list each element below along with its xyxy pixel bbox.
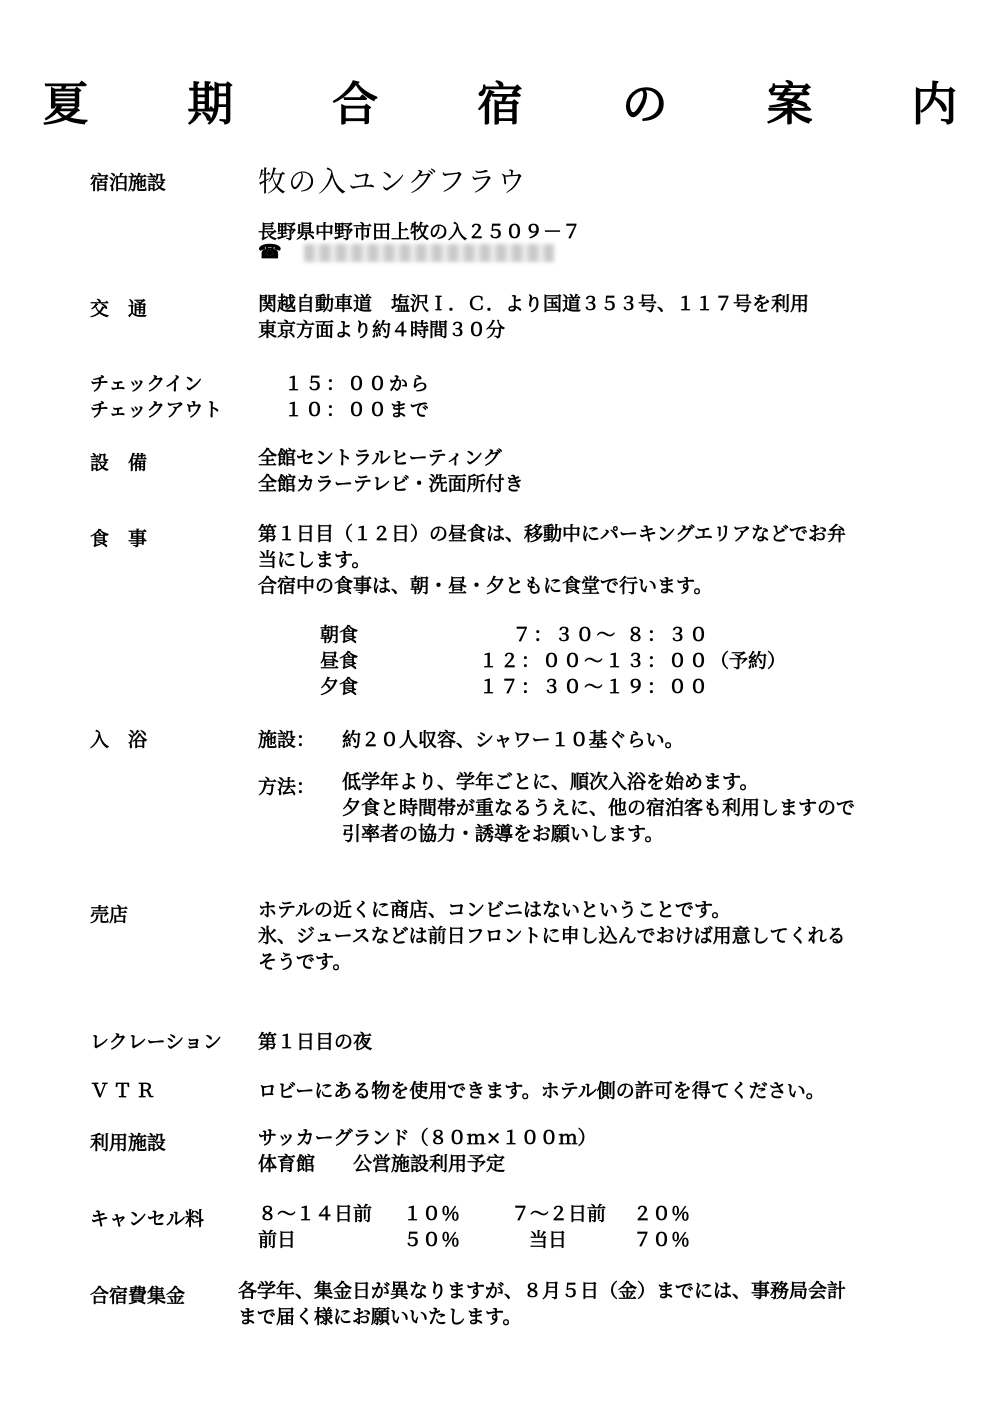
checkout-time: １０：００まで — [284, 399, 432, 421]
usage-label: 利用施設 — [90, 1132, 167, 1154]
bath-label: 入 浴 — [90, 729, 148, 751]
bath-method-text — [342, 769, 855, 847]
meal-row-breakfast — [320, 622, 710, 648]
shop-line: 氷、ジュースなどは前日フロントに申し込んでおけば用意してくれる — [258, 925, 846, 947]
fee-label: 合宿費集金 — [90, 1285, 186, 1307]
cancel-rate: １０％ — [403, 1203, 461, 1225]
cancel-row — [258, 1201, 703, 1227]
shop-line: ホテルの近くに商店、コンビニはないということです。 — [258, 899, 731, 921]
meals-line: 第１日目（１２日）の昼食は、移動中にパーキングエリアなどでお弁 — [258, 523, 847, 545]
cancel-row — [258, 1227, 703, 1253]
page-title: 夏 期 合 宿 の 案 内 — [42, 77, 999, 131]
checkin-time: １５：００から — [284, 373, 432, 395]
phone-icon: ☎ — [258, 241, 282, 263]
meal-row-lunch — [320, 648, 786, 674]
cancel-period: ８～１４日前 — [258, 1203, 373, 1225]
redacted-phone-number — [304, 244, 554, 262]
bath-method-line: 夕食と時間帯が重なるうえに、他の宿泊客も利用しますので — [342, 797, 856, 819]
facilities-line: 全館カラーテレビ・洗面所付き — [258, 473, 524, 495]
facilities-line: 全館セントラルヒーティング — [258, 447, 502, 469]
cancel-rate: ５０％ — [403, 1229, 461, 1251]
transport-line: 東京方面より約４時間３０分 — [258, 319, 506, 341]
meals-line: 合宿中の食事は、朝・昼・夕ともに食堂で行います。 — [258, 575, 713, 597]
usage-line: 体育館 公営施設利用予定 — [258, 1153, 506, 1175]
cancel-period: 前日 — [258, 1229, 297, 1251]
hotel-address: 長野県中野市田上牧の入２５０９－７ — [258, 221, 582, 243]
meal-row-dinner — [320, 674, 710, 700]
recreation-value: 第１日目の夜 — [258, 1031, 373, 1053]
facilities-text — [258, 445, 524, 497]
meals-text — [258, 521, 846, 599]
meals-label: 食 事 — [90, 528, 148, 550]
bath-method-line: 低学年より、学年ごとに、順次入浴を始めます。 — [342, 771, 759, 793]
checkin-label: チェックイン — [90, 373, 203, 395]
meal-name: 朝食 — [320, 624, 359, 646]
bath-facility-text: 約２０人収容、シャワー１０基ぐらい。 — [342, 729, 684, 751]
vtr-label: ＶＴＲ — [90, 1080, 160, 1102]
fee-line: 各学年、集金日が異なりますが、８月５日（金）までには、事務局会計 — [238, 1280, 847, 1302]
hotel-phone — [258, 241, 554, 263]
bath-facility-label: 施設： — [258, 729, 316, 751]
meal-name: 昼食 — [320, 650, 359, 672]
facilities-label: 設 備 — [90, 452, 148, 474]
transport-label: 交 通 — [90, 298, 148, 320]
cancel-rate: ７０％ — [633, 1229, 691, 1251]
usage-line: サッカーグランド（８０ｍ×１００ｍ） — [258, 1127, 597, 1149]
cancel-rate: ２０％ — [633, 1203, 691, 1225]
cancel-period: 当日 — [529, 1229, 568, 1251]
meal-note: （予約） — [710, 650, 787, 672]
cancel-label: キャンセル料 — [90, 1208, 205, 1230]
vtr-value: ロビーにある物を使用できます。ホテル側の許可を得てください。 — [258, 1080, 825, 1102]
fee-line: まで届く様にお願いいたします。 — [238, 1306, 522, 1328]
recreation-label: レクレーション — [90, 1031, 222, 1053]
shop-text — [258, 897, 846, 975]
lodging-label: 宿泊施設 — [90, 172, 167, 194]
shop-label: 売店 — [90, 904, 129, 926]
meal-time: １２：００～１３：００ — [478, 650, 710, 672]
shop-line: そうです。 — [258, 951, 352, 973]
cancel-period: ７～２日前 — [511, 1203, 607, 1225]
checkout-label: チェックアウト — [90, 399, 223, 421]
meal-name: 夕食 — [320, 676, 359, 698]
transport-text — [258, 291, 809, 343]
hotel-name: 牧の入ユングフラウ — [258, 165, 528, 198]
usage-text — [258, 1125, 597, 1177]
bath-method-line: 引率者の協力・誘導をお願いします。 — [342, 823, 664, 845]
meal-time: １７：３０～１９：００ — [478, 676, 710, 698]
bath-method-label: 方法： — [258, 776, 316, 798]
transport-line: 関越自動車道 塩沢Ｉ．Ｃ．より国道３５３号、１１７号を利用 — [258, 293, 810, 315]
meals-line: 当にします。 — [258, 549, 371, 571]
fee-text — [238, 1278, 846, 1330]
meal-time: ７：３０～ ８：３０ — [512, 624, 710, 646]
